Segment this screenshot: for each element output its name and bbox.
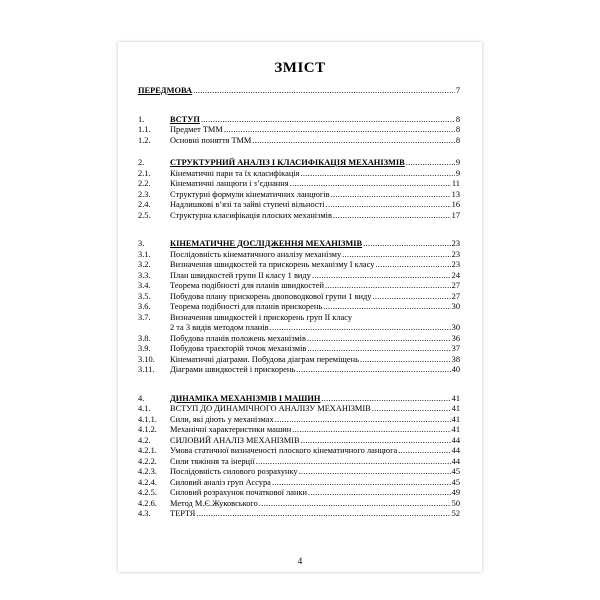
page-title: ЗМІСТ	[274, 60, 326, 76]
toc-number: 3.9.	[138, 344, 151, 353]
toc-entry	[138, 355, 460, 366]
toc-number: 3.2.	[138, 260, 151, 269]
toc-number: 1.1.	[138, 125, 151, 134]
toc-label: Структурні формули кінематичних ланцюгів	[170, 189, 330, 199]
toc-label: СИЛОВИЙ АНАЛІЗ МЕХАНІЗМІВ	[170, 435, 300, 445]
toc-entry	[138, 425, 460, 436]
toc-entry	[138, 313, 460, 324]
toc-entry	[138, 211, 460, 222]
toc-page: 44	[451, 435, 460, 445]
toc-number: 2.1.	[138, 168, 151, 178]
toc-label: Кінематичні діаграми. Побудова діаграм переміщень	[170, 354, 359, 364]
toc-label: Побудова планів положень механізмів	[170, 333, 306, 343]
toc-label: ВСТУП	[170, 114, 200, 124]
toc-page: 36	[451, 333, 460, 343]
toc-label: ДИНАМІКА МЕХАНІЗМІВ І МАШИН	[170, 393, 321, 403]
toc-entry	[138, 446, 460, 457]
toc-label: Сили тяжіння та інерції	[170, 456, 255, 466]
toc-number: 3.4.	[138, 281, 151, 290]
toc-label: Предмет ТММ	[170, 125, 223, 134]
toc-label: 2 та 3 видів методом планів	[170, 323, 269, 332]
toc-label: Метод М.Є.Жуковського	[170, 498, 258, 508]
toc-number: 4.2.2.	[138, 456, 157, 466]
toc-entry	[138, 239, 460, 250]
toc-entry	[138, 404, 460, 415]
toc-number: 3.6.	[138, 302, 151, 311]
toc-entry	[138, 179, 460, 190]
toc-number: 3.3.	[138, 270, 151, 280]
toc-page: 27	[451, 281, 460, 290]
toc-page: 37	[451, 344, 460, 353]
toc-entry	[138, 292, 460, 303]
toc-number: 4.	[138, 393, 145, 403]
toc-number: 4.2.5.	[138, 488, 157, 497]
toc-number: 4.1.1.	[138, 414, 157, 424]
toc-entry	[138, 436, 460, 447]
toc-page: 52	[451, 509, 460, 518]
toc-label: Побудова траєкторій точок механізмів	[170, 344, 307, 353]
toc-label: Послідовність кінематичного аналізу механізму	[170, 249, 342, 259]
toc-entry	[138, 169, 460, 180]
toc-entry	[138, 250, 460, 261]
toc-entry	[138, 467, 460, 478]
toc-entry	[138, 125, 460, 136]
toc-entry	[138, 323, 460, 334]
toc-number: 3.5.	[138, 291, 151, 301]
toc-entry	[138, 281, 460, 292]
toc-page: 45	[451, 467, 460, 476]
toc-entry	[138, 509, 460, 520]
toc-page: 23	[451, 249, 460, 259]
toc-label: Визначення швидкостей і прискорень груп II класу	[170, 312, 353, 322]
toc-number: 2.2.	[138, 179, 151, 188]
toc-page: 16	[451, 200, 460, 209]
toc-page: 41	[451, 393, 460, 403]
toc-entry	[138, 260, 460, 271]
toc-page: 8	[455, 114, 460, 124]
toc-label: Сили, які діють у механізмах	[170, 414, 274, 424]
document-page	[118, 42, 482, 572]
toc-page: 8	[455, 125, 460, 134]
toc-number: 3.	[138, 239, 145, 248]
toc-page: 44	[451, 446, 460, 455]
toc-number: 2.5.	[138, 210, 151, 220]
toc-entry	[138, 115, 460, 126]
toc-number: 3.7.	[138, 312, 151, 322]
toc-page: 41	[451, 404, 460, 413]
toc-page: 30	[451, 302, 460, 311]
toc-page: 44	[451, 456, 460, 466]
page-number: 4	[297, 556, 303, 566]
toc-label: Теорема подібності для планів швидкостей	[170, 281, 324, 290]
toc-label: ТЕРТЯ	[170, 509, 196, 518]
toc-entry	[138, 478, 460, 489]
toc-number: 3.11.	[138, 365, 155, 374]
toc-entry	[138, 271, 460, 282]
toc-number: 2.4.	[138, 200, 151, 209]
toc-page: 27	[451, 291, 460, 301]
toc-page: 8	[455, 135, 460, 145]
toc-number: 1.2.	[138, 135, 151, 145]
toc-page: 17	[451, 210, 460, 220]
toc-entry	[138, 334, 460, 345]
toc-label: Силовий аналіз груп Ассура	[170, 477, 271, 487]
toc-label: Кінематичні ланцюги і з’єднання	[170, 179, 289, 188]
toc-page: 23	[451, 239, 460, 248]
toc-entry	[138, 415, 460, 426]
toc-label: Діаграми швидкостей і прискорень	[170, 365, 296, 374]
toc-label: Теорема подібності для планів прискорень	[170, 302, 323, 311]
toc-number: 4.2.	[138, 435, 151, 445]
toc-page: 38	[451, 354, 460, 364]
toc-page: 45	[451, 477, 460, 487]
toc-page: 24	[451, 270, 460, 280]
toc-entry	[138, 344, 460, 355]
toc-number: 2.	[138, 158, 145, 167]
toc-entry	[138, 499, 460, 510]
toc-number: 4.2.1.	[138, 446, 157, 455]
toc-page: 40	[451, 365, 460, 374]
toc-label: Побудова плану прискорень двоповодкової групи 1 виду	[170, 291, 372, 301]
toc-entry	[138, 158, 460, 169]
toc-label: Послідовність силового розрахунку	[170, 467, 298, 476]
toc-page: 30	[451, 323, 460, 332]
toc-preface	[138, 86, 460, 97]
toc-label: ВСТУП ДО ДИНАМІЧНОГО АНАЛІЗУ МЕХАНІЗМІВ	[170, 404, 371, 413]
toc-number: 2.3.	[138, 189, 151, 199]
toc-label: Основні поняття ТММ	[170, 135, 252, 145]
toc-number: 4.1.	[138, 404, 151, 413]
toc-label: Силовий розрахунок початкової ланки	[170, 488, 308, 497]
toc-label: ПЕРЕДМОВА	[138, 86, 193, 95]
toc-entry	[138, 136, 460, 147]
toc-page: 23	[451, 260, 460, 269]
toc-page: 41	[451, 414, 460, 424]
toc-entry	[138, 488, 460, 499]
toc-number: 3.8.	[138, 333, 151, 343]
toc-number: 4.1.2.	[138, 425, 157, 434]
toc-entry	[138, 394, 460, 405]
toc-page: 50	[451, 498, 460, 508]
toc-number: 4.2.6.	[138, 498, 157, 508]
toc-label: Надлишкові в’язі та зайві ступені вільності	[170, 200, 325, 209]
toc-number: 4.2.4.	[138, 477, 157, 487]
toc-label: Визначення швидкостей та прискорень механізму I класу	[170, 260, 375, 269]
toc-page: 9	[455, 158, 460, 167]
toc-label: КІНЕМАТИЧНЕ ДОСЛІДЖЕННЯ МЕХАНІЗМІВ	[170, 239, 363, 248]
toc-page: 41	[451, 425, 460, 434]
toc-number: 4.3.	[138, 509, 151, 518]
toc-number: 4.2.3.	[138, 467, 157, 476]
toc-number: 3.1.	[138, 249, 151, 259]
toc-label: Умова статичної визначеності плоского кінематичного ланцюга	[170, 446, 398, 455]
toc-label: СТРУКТУРНИЙ АНАЛІЗ І КЛАСИФІКАЦІЯ МЕХАНІЗМІВ	[170, 158, 405, 167]
toc-entry	[138, 457, 460, 468]
toc-page: 9	[455, 168, 460, 178]
toc-entry	[138, 190, 460, 201]
toc-page: 13	[451, 189, 460, 199]
toc-entry	[138, 302, 460, 313]
toc-page: 49	[451, 488, 460, 497]
toc-entry	[138, 200, 460, 211]
toc-number: 3.10.	[138, 354, 155, 364]
toc-number: 1.	[138, 114, 145, 124]
toc-label: Структурна класифікація плоских механізмів	[170, 210, 332, 220]
toc-entry	[138, 365, 460, 376]
toc-label: Кінематичні пари та їх класифікація	[170, 168, 300, 178]
toc-label: Механічні характеристики машин	[170, 425, 292, 434]
toc-page: 7	[455, 86, 460, 95]
table-of-contents	[138, 86, 460, 520]
toc-page: 11	[451, 179, 460, 188]
toc-label: План швидкостей групи II класу 1 виду	[170, 270, 311, 280]
